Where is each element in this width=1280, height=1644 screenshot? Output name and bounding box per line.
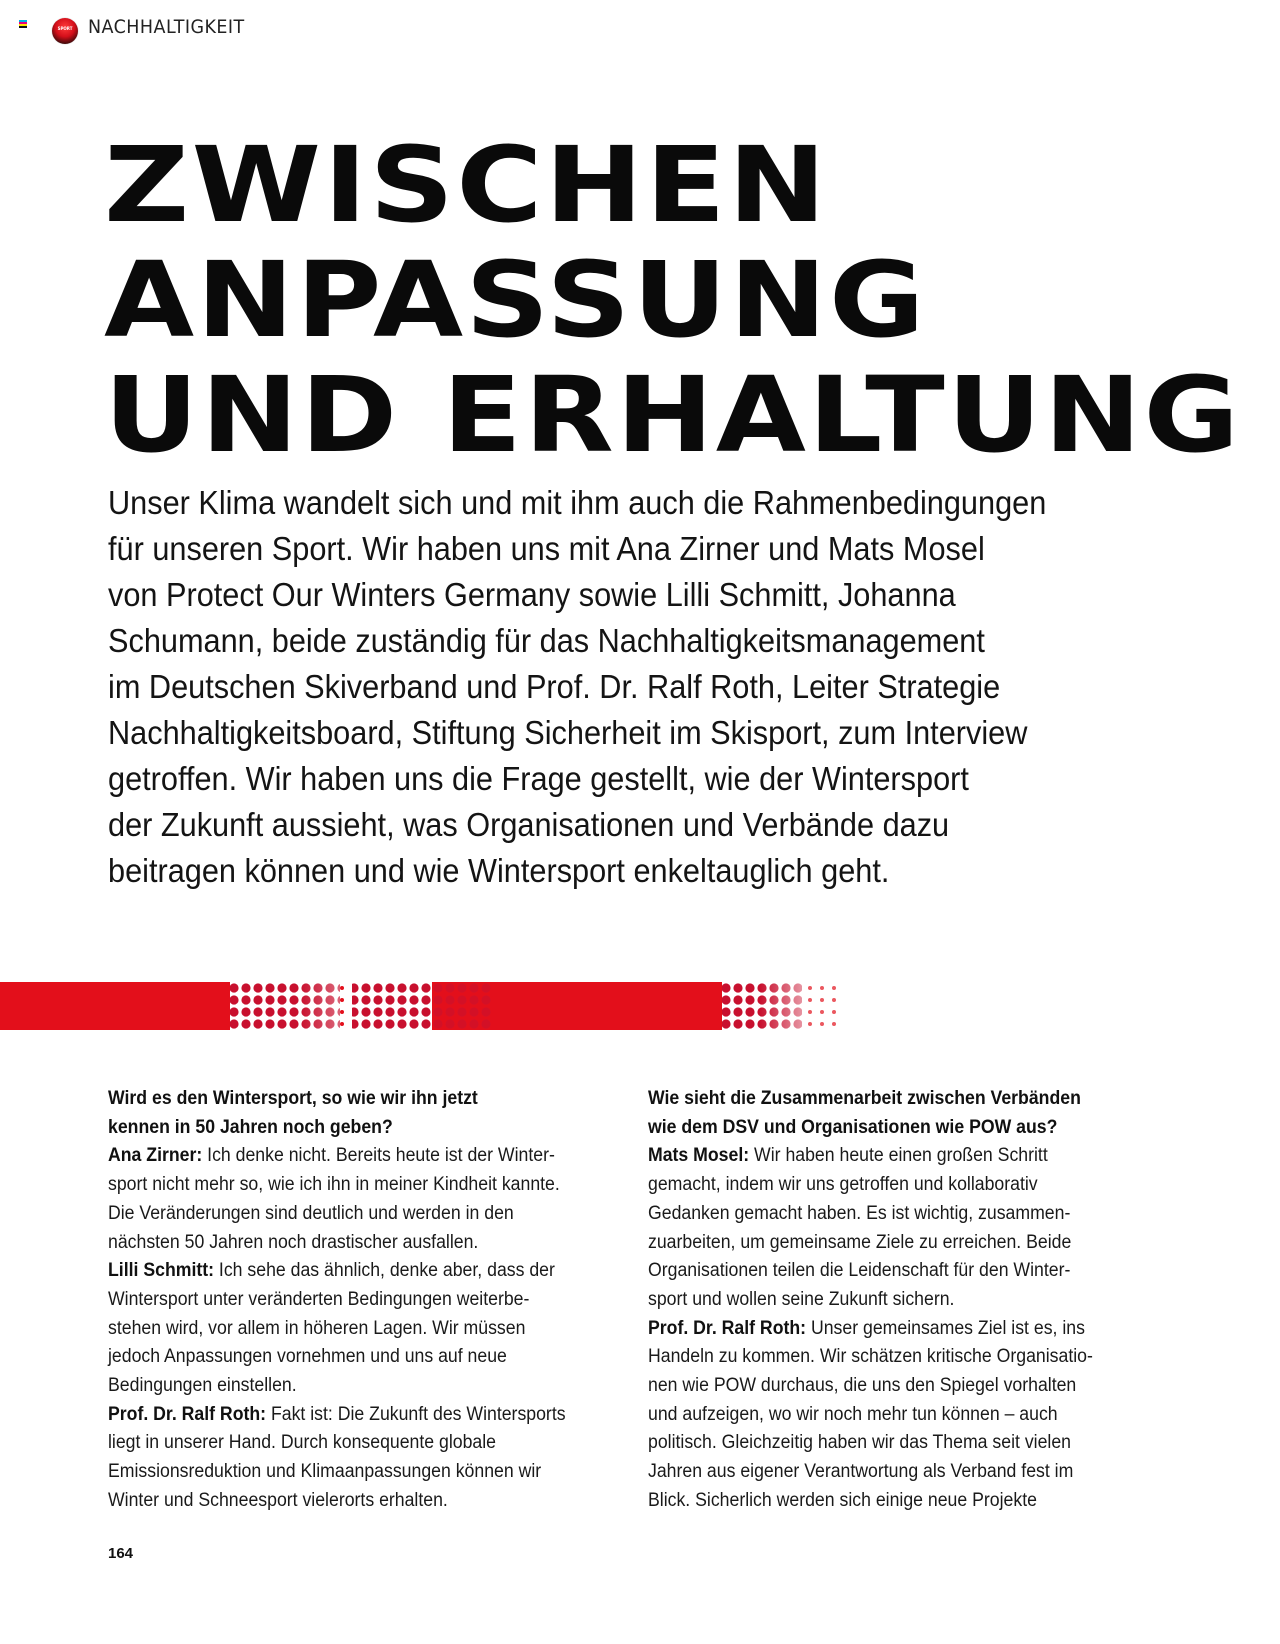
answer-line: stehen wird, vor allem in höheren Lagen. Wir müssen: [108, 1317, 526, 1339]
answer-first-line: [108, 1257, 592, 1286]
answer-line: Organisationen teilen die Leidenschaft für den Winter-: [648, 1260, 1071, 1282]
lead-line: beitragen können und wie Wintersport enkeltauglich geht.: [108, 852, 890, 889]
answer-first-line: [108, 1401, 592, 1430]
headline-line: ZWISCHEN: [104, 124, 829, 246]
answer-line: liegt in unserer Hand. Durch konsequente globale: [108, 1432, 497, 1454]
answer-line: Blick. Sicherlich werden sich einige neue Projekte: [648, 1489, 1037, 1511]
answer-line: sport nicht mehr so, wie ich ihn in meiner Kindheit kannte.: [108, 1174, 560, 1196]
black-mark: [19, 26, 27, 28]
headline-line: ANPASSUNG: [104, 239, 927, 361]
article-headline: [104, 124, 1242, 476]
interview-question: Wie sieht die Zusammenarbeit zwischen Verbänden: [648, 1088, 1081, 1109]
interview-question: wie dem DSV und Organisationen wie POW aus?: [648, 1116, 1058, 1138]
answer-line: nen wie POW durchaus, die uns den Spiegel vorhalten: [648, 1375, 1077, 1397]
speaker-name: Mats Mosel:: [648, 1145, 750, 1167]
lead-line: Nachhaltigkeitsboard, Stiftung Sicherheit im Skisport, zum Interview: [108, 714, 1028, 751]
speaker-name: Ana Zirner:: [108, 1145, 203, 1167]
magazine-logo-icon: [52, 18, 78, 44]
lead-line: für unseren Sport. Wir haben uns mit Ana Zirner und Mats Mosel: [108, 530, 985, 567]
answer-line: politisch. Gleichzeitig haben wir das Thema seit vielen: [648, 1432, 1071, 1454]
answer-first-line: [648, 1142, 1132, 1171]
lead-line: getroffen. Wir haben uns die Frage gestellt, wie der Wintersport: [108, 760, 969, 797]
speaker-name: Prof. Dr. Ralf Roth:: [648, 1317, 807, 1339]
lead-line: im Deutschen Skiverband und Prof. Dr. Ralf Roth, Leiter Strategie: [108, 668, 1001, 705]
answer-text: Ich denke nicht. Bereits heute ist der Winter-: [202, 1145, 555, 1167]
print-register-marks: [19, 20, 27, 28]
answer-line: zuarbeiten, um gemeinsame Ziele zu erreichen. Beide: [648, 1231, 1072, 1253]
answer-line: nächsten 50 Jahren noch drastischer ausfallen.: [108, 1231, 479, 1253]
answer-line: sport und wollen seine Zukunft sichern.: [648, 1288, 955, 1310]
answer-text: Fakt ist: Die Zukunft des Wintersports: [266, 1403, 566, 1425]
answer-line: Gedanken gemacht haben. Es ist wichtig, zusammen-: [648, 1202, 1071, 1224]
speaker-name: Prof. Dr. Ralf Roth:: [108, 1403, 267, 1425]
lead-line: der Zukunft aussieht, was Organisationen und Verbände dazu: [108, 806, 950, 843]
interview-question: kennen in 50 Jahren noch geben?: [108, 1116, 393, 1138]
article-lead: [108, 480, 1228, 894]
answer-text: Unser gemeinsames Ziel ist es, ins: [806, 1317, 1085, 1339]
answer-line: und aufzeigen, wo wir noch mehr tun können – auch: [648, 1403, 1058, 1425]
answer-first-line: [108, 1142, 592, 1171]
lead-line: Schumann, beide zuständig für das Nachhaltigkeitsmanagement: [108, 622, 985, 659]
interview-question: Wird es den Wintersport, so wie wir ihn jetzt: [108, 1088, 478, 1109]
answer-text: Ich sehe das ähnlich, denke aber, dass der: [214, 1260, 555, 1282]
section-label: NACHHALTIGKEIT: [88, 16, 245, 38]
answer-line: gemacht, indem wir uns getroffen und kollaborativ: [648, 1174, 1038, 1196]
speaker-name: Lilli Schmitt:: [108, 1260, 215, 1282]
logo-text: SPORT: [57, 26, 73, 31]
answer-line: Winter und Schneesport vielerorts erhalten.: [108, 1489, 448, 1511]
page-number: 164: [108, 1545, 134, 1562]
answer-line: Handeln zu kommen. Wir schätzen kritische Organisatio-: [648, 1346, 1093, 1368]
headline-line: UND ERHALTUNG: [104, 354, 1242, 476]
red-halftone-band: [0, 982, 860, 1030]
answer-line: Jahren aus eigener Verantwortung als Verband fest im: [648, 1461, 1074, 1483]
interview-column-left: [108, 1085, 628, 1516]
interview-column-right: [648, 1085, 1168, 1516]
answer-text: Wir haben heute einen großen Schritt: [749, 1145, 1048, 1167]
answer-line: Die Veränderungen sind deutlich und werden in den: [108, 1202, 514, 1224]
answer-line: Bedingungen einstellen.: [108, 1375, 297, 1397]
answer-line: jedoch Anpassungen vornehmen und uns auf neue: [108, 1346, 507, 1368]
answer-line: Wintersport unter veränderten Bedingungen weiterbe-: [108, 1288, 530, 1310]
lead-line: von Protect Our Winters Germany sowie Lilli Schmitt, Johanna: [108, 576, 956, 613]
answer-first-line: [648, 1315, 1132, 1344]
lead-line: Unser Klima wandelt sich und mit ihm auch die Rahmenbedingungen: [108, 484, 1047, 521]
answer-line: Emissionsreduktion und Klimaanpassungen können wir: [108, 1461, 542, 1483]
